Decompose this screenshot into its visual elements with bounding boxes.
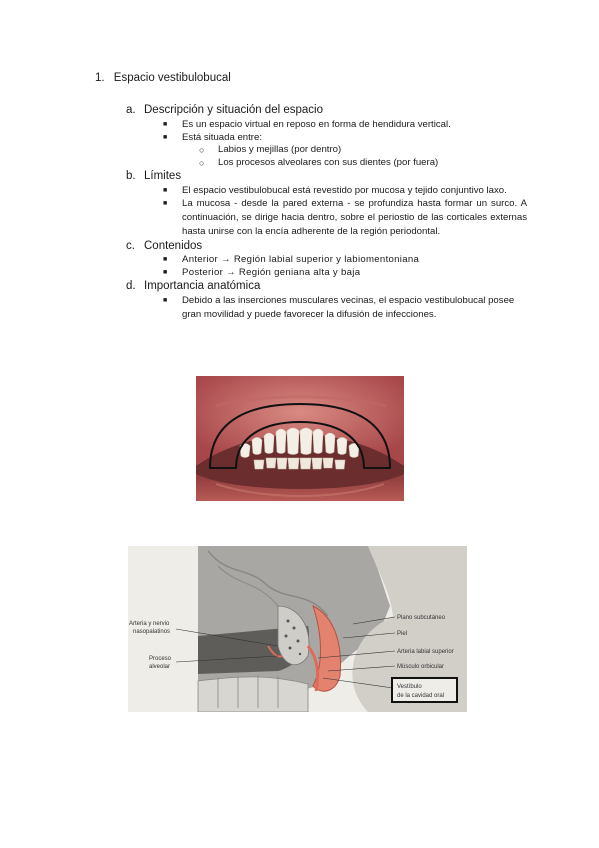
subsection-c-heading — [126, 240, 203, 252]
subsection-title: Descripción y situación del espacio — [144, 104, 323, 116]
subsection-letter: c. — [126, 240, 135, 252]
mouth-photo — [196, 376, 404, 501]
square-bullet-icon: ■ — [163, 121, 168, 128]
subsection-a-heading — [126, 104, 323, 116]
subsection-b-heading — [126, 170, 182, 182]
subsection-title: Importancia anatómica — [144, 280, 261, 292]
subsection-letter: d. — [126, 280, 136, 292]
subsection-title: Límites — [144, 170, 182, 182]
bullet-text: La mucosa - desde la pared externa - se profundiza hasta formar un surco. A continuación, se dirige hacia dentro, sobre el periostio de las corticales externas hasta unirse con la encía adherente de la región periodontal. — [182, 198, 527, 238]
square-bullet-icon: ■ — [163, 269, 168, 276]
bullet-text: Anterior → Región labial superior y labiomentoniana — [182, 254, 420, 265]
bullet-text: El espacio vestibulobucal está revestido por mucosa y tejido conjuntivo laxo. — [182, 185, 507, 196]
square-bullet-icon: ■ — [163, 134, 168, 141]
square-bullet-icon: ■ — [163, 256, 168, 263]
subsection-letter: a. — [126, 104, 136, 116]
subbullet-text: Los procesos alveolares con sus dientes (por fuera) — [218, 157, 439, 168]
label-musculo-orbicular: Músculo orbicular — [397, 664, 445, 670]
label-plano-subcutaneo: Plano subcutáneo — [397, 615, 446, 621]
anatomy-illustration — [128, 546, 467, 712]
bullet-text: Es un espacio virtual en reposo en forma de hendidura vertical. — [182, 119, 451, 130]
label-alveolar: alveolar — [149, 664, 171, 670]
square-bullet-icon: ■ — [163, 200, 168, 207]
list-item — [163, 294, 527, 322]
circle-bullet-icon: ○ — [199, 158, 205, 168]
bullet-text: Está situada entre: — [182, 132, 262, 143]
square-bullet-icon: ■ — [163, 187, 168, 194]
anatomy-illustration-drawing — [128, 546, 467, 712]
label-nasopalatinos: nasopalatinos — [133, 629, 171, 635]
subsection-title: Contenidos — [144, 240, 203, 252]
bullet-text: Posterior → Región geniana alta y baja — [182, 267, 361, 278]
subsection-d-heading — [126, 280, 261, 292]
label-vestibulo: Vestíbulo — [397, 684, 422, 690]
label-arteria-labial: Arteria labial superior — [397, 649, 454, 655]
label-proceso: Proceso — [149, 656, 172, 662]
label-arteria-nervio: Arteria y nervio — [129, 621, 170, 627]
circle-bullet-icon: ○ — [199, 145, 205, 155]
square-bullet-icon: ■ — [163, 297, 168, 304]
subsection-letter: b. — [126, 170, 136, 182]
mouth-photo-illustration — [196, 376, 404, 501]
label-cavidad-oral: de la cavidad oral — [397, 693, 445, 699]
section-heading — [95, 72, 231, 84]
list-item — [163, 197, 527, 240]
bullet-text: Debido a las inserciones musculares vecinas, el espacio vestibulobucal posee gran movilidad y puede favorecer la difusión de infecciones. — [182, 295, 515, 321]
label-piel: Piel — [397, 631, 408, 637]
subbullet-text: Labios y mejillas (por dentro) — [218, 144, 342, 155]
section-title: Espacio vestibulobucal — [113, 72, 231, 84]
section-number: 1. — [95, 72, 105, 84]
